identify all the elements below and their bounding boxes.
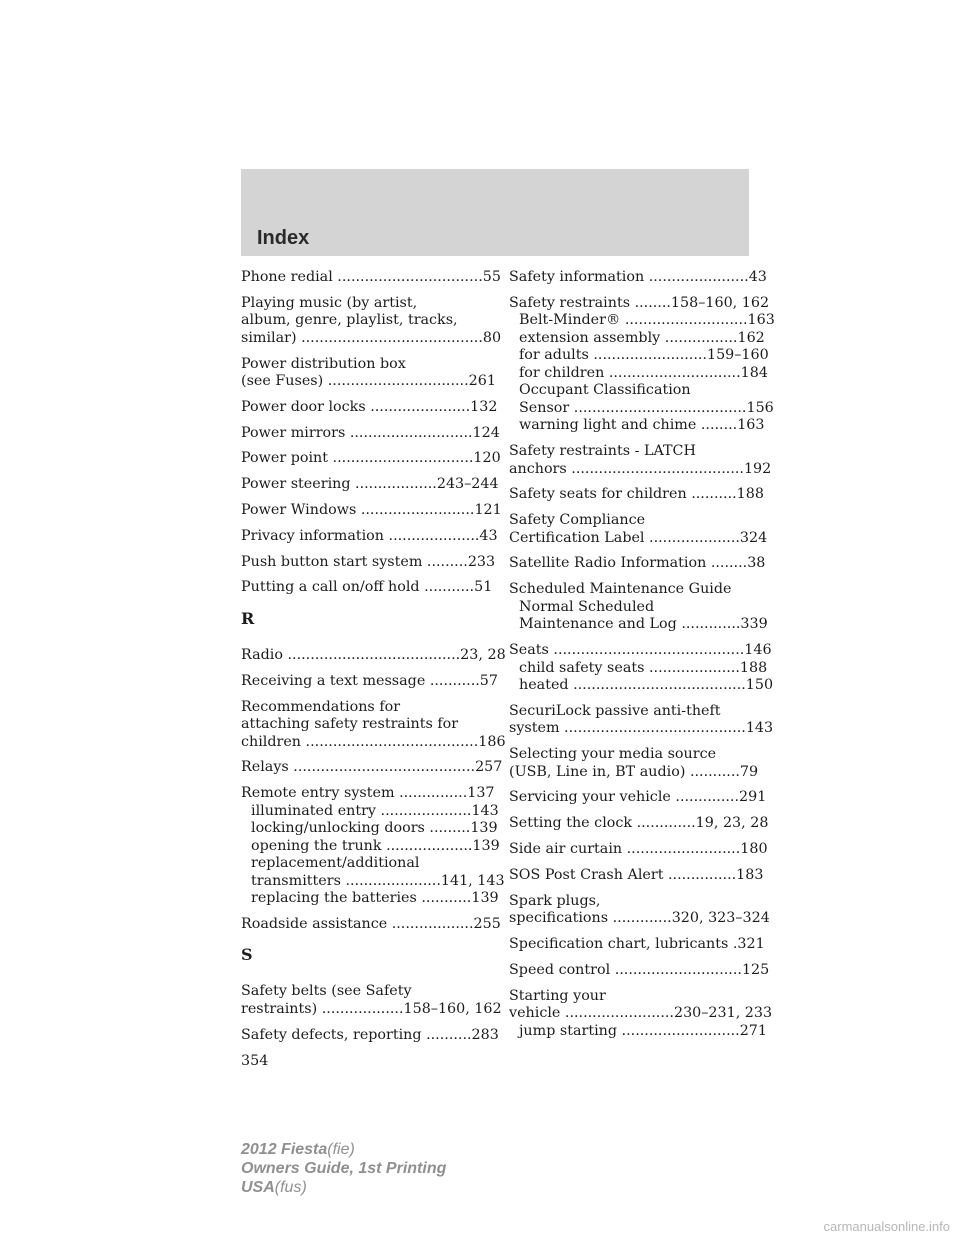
index-entry bbox=[241, 1026, 499, 1045]
index-entry bbox=[241, 476, 499, 494]
index-entry bbox=[241, 269, 501, 287]
index-entry bbox=[241, 450, 501, 468]
footer-printing: Owners Guide, 1st Printing bbox=[241, 1160, 447, 1177]
section-letter: R bbox=[241, 608, 255, 628]
index-entry-line: children ......................................186 bbox=[241, 733, 506, 750]
index-subentry-line: child safety seats ....................188 bbox=[519, 659, 768, 676]
index-entry-line: restraints) ..................158–160, 162 bbox=[241, 1000, 502, 1017]
index-entry bbox=[509, 935, 765, 954]
index-entry bbox=[509, 961, 770, 980]
index-subentry-line: Maintenance and Log .............339 bbox=[519, 616, 768, 633]
index-subentry-line: jump starting ..........................271 bbox=[519, 1022, 768, 1039]
index-entry bbox=[241, 983, 502, 1018]
index-entry-line: system ........................................143 bbox=[509, 720, 774, 737]
index-entry bbox=[241, 915, 501, 934]
footer-model: 2012 Fiesta bbox=[241, 1141, 328, 1158]
index-entry-line: Scheduled Maintenance Guide bbox=[509, 581, 732, 598]
index-entry-line: Setting the clock .............19, 23, 28 bbox=[509, 815, 769, 832]
index-subentry-line: extension assembly ................162 bbox=[519, 329, 765, 346]
index-entry-line: SecuriLock passive anti-theft bbox=[509, 702, 721, 719]
footer-line-model bbox=[241, 1140, 446, 1159]
index-header-band bbox=[241, 169, 749, 256]
index-entry-line: Push button start system .........233 bbox=[241, 553, 496, 570]
index-entry bbox=[241, 424, 500, 443]
index-entry bbox=[509, 443, 772, 478]
index-entry-line: Safety restraints ........158–160, 162 bbox=[509, 294, 770, 311]
index-subentry-line: heated ......................................150 bbox=[519, 677, 774, 694]
index-subentry-line: Sensor ......................................156 bbox=[519, 399, 774, 416]
index-entry-line: Selecting your media source bbox=[509, 746, 717, 763]
index-entry bbox=[241, 294, 502, 348]
index-entry-line: Satellite Radio Information ........38 bbox=[509, 555, 766, 572]
index-subentry-line: replacing the batteries ...........139 bbox=[251, 890, 499, 907]
footer-region-code: (fus) bbox=[274, 1179, 307, 1196]
index-subentry-line: illuminated entry ....................143 bbox=[251, 802, 499, 819]
index-entry-line: Roadside assistance ..................255 bbox=[241, 915, 501, 932]
index-entry bbox=[509, 486, 764, 504]
index-entry bbox=[509, 702, 774, 738]
index-entry-line: Power steering ..................243–244 bbox=[241, 476, 499, 493]
index-entry-line: Power Windows .........................121 bbox=[241, 502, 502, 519]
index-entry bbox=[509, 815, 769, 833]
index-entry-line: Safety seats for children ..........188 bbox=[509, 486, 764, 503]
index-entry bbox=[509, 789, 767, 807]
index-subentry-line: Belt-Minder® ...........................163 bbox=[519, 312, 775, 329]
index-entry-line: Safety restraints - LATCH bbox=[509, 443, 696, 460]
footer-line-region bbox=[241, 1178, 446, 1197]
index-entry-line: Safety information ......................43 bbox=[509, 269, 767, 285]
page-title: Index bbox=[257, 227, 310, 249]
index-entry-line: Power point ...............................120 bbox=[241, 450, 501, 467]
index-subentry-line: opening the trunk ...................139 bbox=[251, 837, 500, 854]
index-entry-line: vehicle ........................230–231, 233 bbox=[509, 1005, 773, 1022]
index-subentry-line: for adults .........................159–160 bbox=[519, 347, 769, 364]
index-entry-line: (see Fuses) ...............................261 bbox=[241, 373, 496, 390]
index-column-right bbox=[509, 269, 775, 1048]
index-entry-line: Spark plugs, bbox=[509, 892, 601, 909]
index-entry bbox=[509, 269, 767, 287]
index-entry-line: Power mirrors ...........................124 bbox=[241, 424, 500, 441]
index-entry bbox=[241, 646, 506, 665]
index-entry-line: Starting your bbox=[509, 987, 606, 1004]
index-entry bbox=[509, 841, 768, 859]
index-subentry-line: replacement/additional bbox=[251, 855, 420, 872]
index-entry-line: Certification Label ....................324 bbox=[509, 529, 768, 546]
footer bbox=[241, 1140, 446, 1197]
index-entry-line: Remote entry system ...............137 bbox=[241, 785, 495, 802]
index-entry-line: Specification chart, lubricants .321 bbox=[509, 935, 765, 952]
index-column-left bbox=[241, 269, 506, 1053]
index-entry-line: Safety Compliance bbox=[509, 512, 646, 529]
index-subentry-line: warning light and chime ........163 bbox=[519, 417, 765, 434]
index-entry bbox=[509, 555, 766, 573]
index-entry bbox=[509, 987, 773, 1041]
index-entry-line: Radio ......................................23, 28 bbox=[241, 646, 506, 663]
index-entry-line: (USB, Line in, BT audio) ...........79 bbox=[509, 763, 759, 780]
index-entry-line: Servicing your vehicle ..............291 bbox=[509, 789, 767, 806]
index-entry-line: similar) ........................................80 bbox=[241, 329, 502, 346]
index-entry-line: Speed control ............................125 bbox=[509, 961, 770, 978]
index-entry-line: Privacy information ....................43 bbox=[241, 527, 498, 544]
index-entry bbox=[509, 866, 764, 885]
index-entry-line: attaching safety restraints for bbox=[241, 716, 459, 733]
footer-model-code: (fie) bbox=[327, 1141, 355, 1158]
index-entry-line: anchors ......................................192 bbox=[509, 460, 772, 477]
index-entry bbox=[509, 892, 770, 928]
index-entry-line: album, genre, playlist, tracks, bbox=[241, 312, 458, 329]
index-entry-line: Recommendations for bbox=[241, 698, 401, 715]
index-entry-line: Phone redial ................................55 bbox=[241, 269, 501, 285]
index-entry-line: specifications .............320, 323–324 bbox=[509, 910, 770, 927]
index-entry bbox=[241, 398, 498, 417]
index-entry-line: Putting a call on/off hold ...........51 bbox=[241, 579, 493, 596]
index-entry-line: Seats ..........................................146 bbox=[509, 642, 772, 659]
index-entry bbox=[509, 642, 774, 695]
index-entry bbox=[509, 294, 775, 435]
index-entry bbox=[241, 759, 503, 777]
watermark: carmanualsonline.info bbox=[823, 1219, 950, 1234]
index-entry-line: Relays ........................................257 bbox=[241, 759, 503, 776]
section-letter: S bbox=[241, 945, 253, 965]
footer-region: USA bbox=[241, 1179, 275, 1196]
index-entry-line: Receiving a text message ...........57 bbox=[241, 672, 499, 689]
index-entry-line: Power distribution box bbox=[241, 355, 406, 372]
index-entry bbox=[241, 698, 506, 752]
page-number: 354 bbox=[241, 1053, 269, 1069]
index-entry-line: Playing music (by artist, bbox=[241, 294, 418, 311]
index-entry bbox=[241, 355, 496, 391]
index-entry bbox=[241, 579, 493, 597]
index-entry bbox=[509, 581, 768, 634]
index-entry bbox=[241, 553, 496, 572]
index-subentry-line: Occupant Classification bbox=[519, 382, 691, 399]
index-entry bbox=[509, 512, 768, 547]
index-entry-line: Safety defects, reporting ..........283 bbox=[241, 1026, 499, 1043]
index-entry bbox=[241, 502, 502, 520]
index-entry bbox=[241, 785, 505, 908]
index-entry bbox=[241, 672, 499, 691]
index-entry bbox=[241, 527, 498, 546]
index-subentry-line: locking/unlocking doors .........139 bbox=[251, 820, 498, 837]
index-entry-line: Power door locks ......................132 bbox=[241, 398, 498, 415]
index-entry-line: Safety belts (see Safety bbox=[241, 983, 412, 1000]
index-entry bbox=[509, 746, 759, 781]
index-subentry-line: Normal Scheduled bbox=[519, 598, 655, 615]
index-subentry-line: transmitters .....................141, 143 bbox=[251, 872, 505, 889]
index-entry-line: SOS Post Crash Alert ...............183 bbox=[509, 866, 764, 883]
index-entry-line: Side air curtain .........................180 bbox=[509, 841, 768, 858]
index-subentry-line: for children .............................184 bbox=[519, 364, 768, 381]
